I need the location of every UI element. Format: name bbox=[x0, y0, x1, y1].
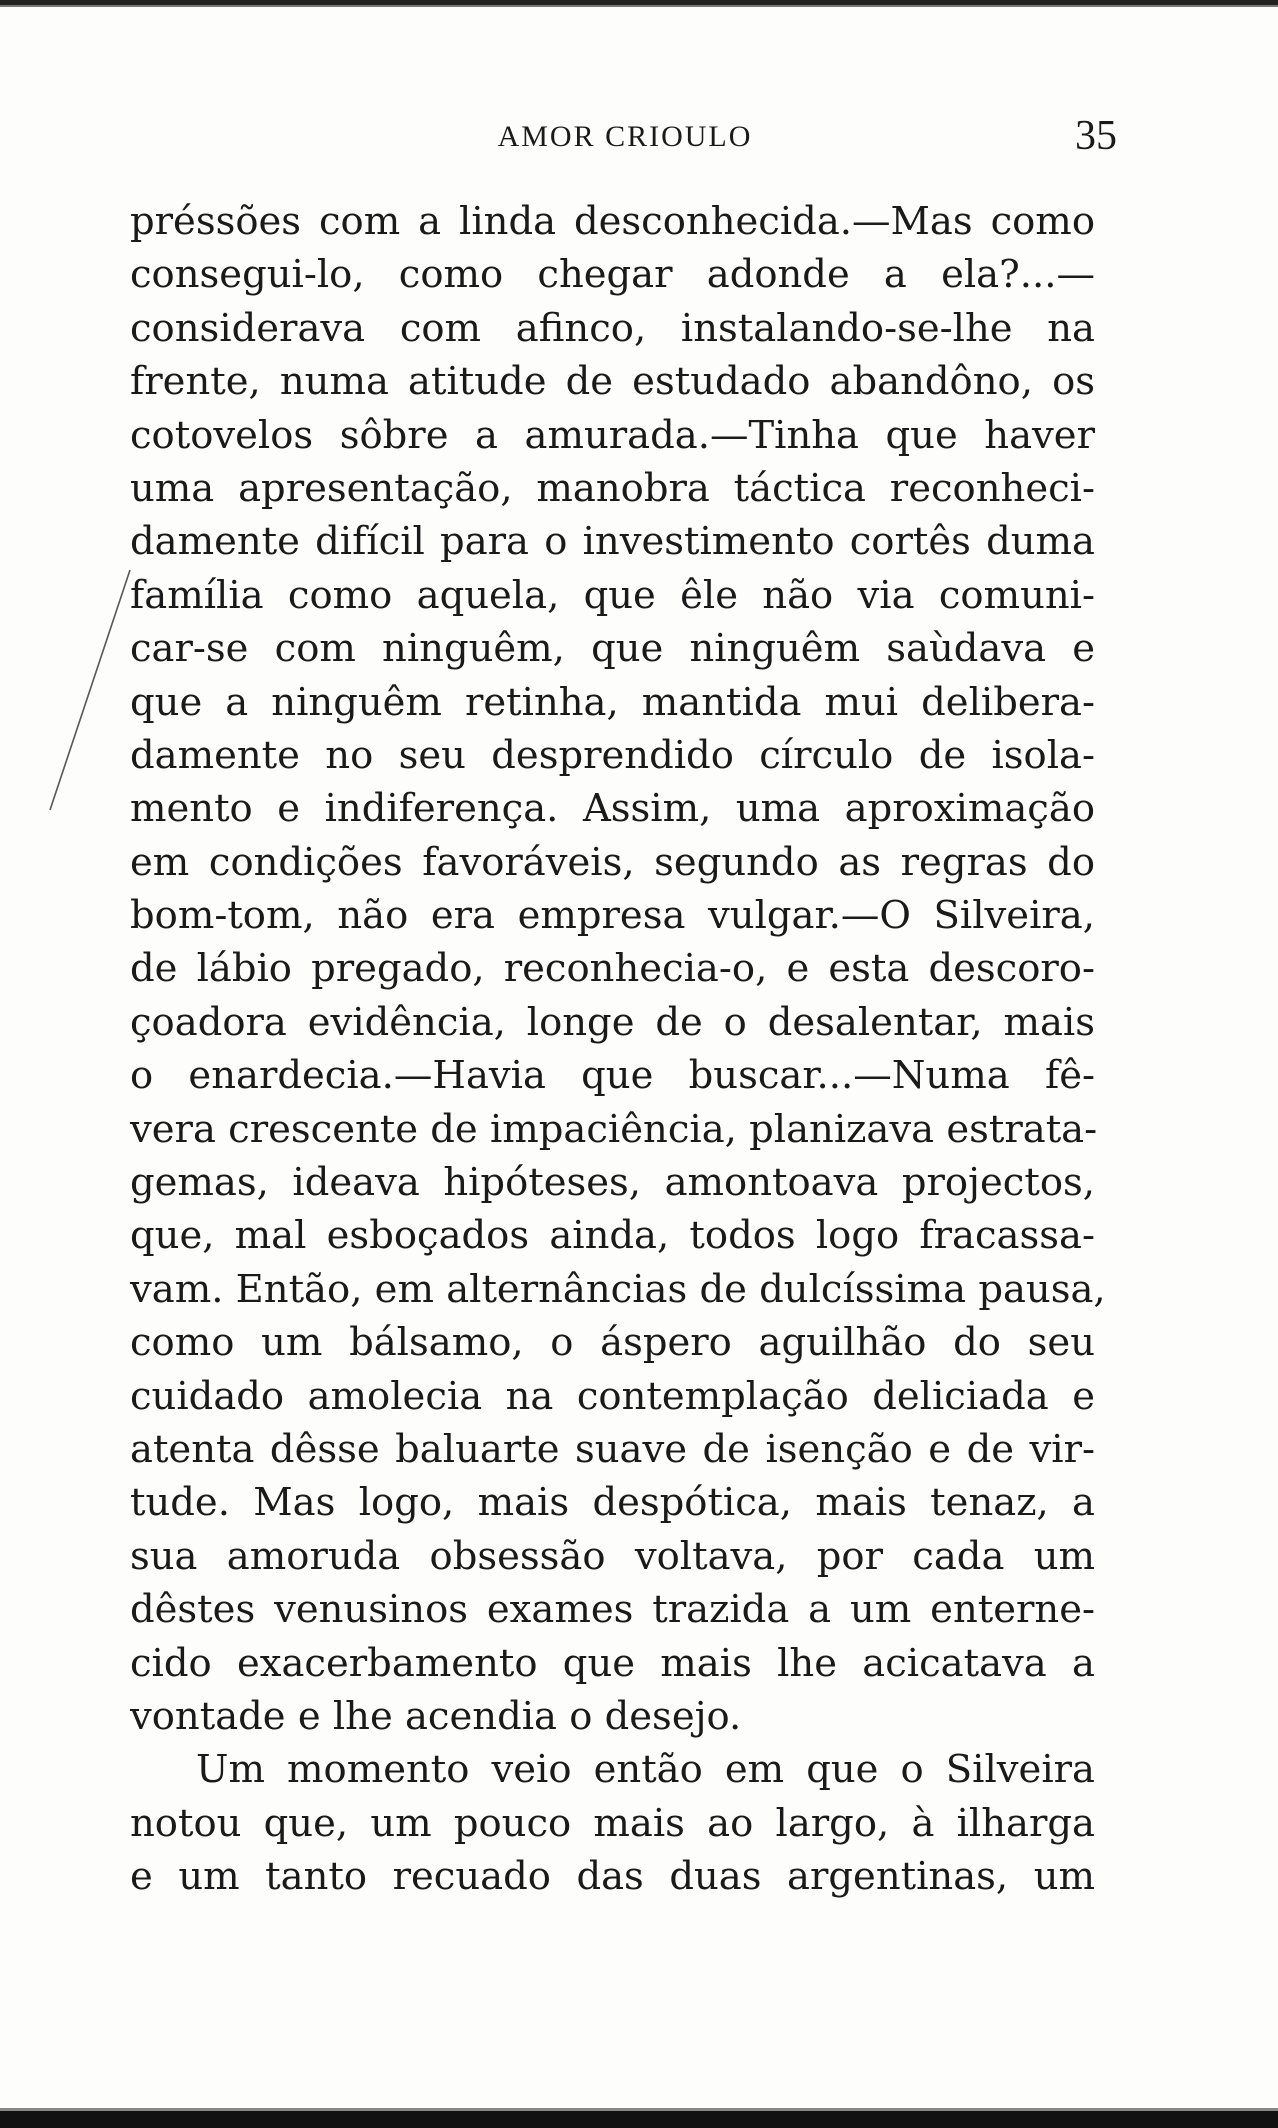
text-line-16: çoadora evidência, longe de o desalentar, mais bbox=[130, 999, 1095, 1045]
text-line-32: e um tanto recuado das duas argentinas, um bbox=[130, 1854, 1095, 1900]
top-edge-rule bbox=[0, 0, 1278, 7]
text-line-8: família como aquela, que êle não via comuni- bbox=[130, 572, 1095, 618]
page-header bbox=[130, 112, 1120, 162]
text-line-22: como um bálsamo, o áspero aguilhão do seu bbox=[130, 1320, 1095, 1366]
text-line-20: que, mal esboçados ainda, todos logo fracassa- bbox=[130, 1213, 1095, 1259]
text-line-24: atenta dêsse baluarte suave de isenção e de vir- bbox=[130, 1426, 1095, 1472]
text-line-25: tude. Mas logo, mais despótica, mais tenaz, a bbox=[130, 1480, 1095, 1526]
text-line-2: consegui-lo, como chegar adonde a ela?...— bbox=[130, 252, 1095, 298]
text-line-1: préssões com a linda desconhecida.—Mas como bbox=[130, 199, 1095, 244]
text-line-19: gemas, ideava hipóteses, amontoava projectos, bbox=[130, 1160, 1095, 1206]
text-line-26: sua amoruda obsessão voltava, por cada um bbox=[130, 1533, 1095, 1579]
text-line-3: considerava com afinco, instalando-se-lhe na bbox=[130, 305, 1095, 351]
text-line-18: vera crescente de impaciência, planizava estrata- bbox=[130, 1106, 1098, 1152]
text-line-11: damente no seu desprendido círculo de isola- bbox=[130, 732, 1095, 778]
text-line-17: o enardecia.—Havia que buscar...—Numa fê- bbox=[130, 1053, 1095, 1099]
text-line-30: Um momento veio então em que o Silveira bbox=[196, 1747, 1095, 1793]
running-title: AMOR CRIOULO bbox=[497, 120, 753, 153]
text-line-6: uma apresentação, manobra táctica reconheci- bbox=[130, 465, 1095, 511]
text-line-21: vam. Então, em alternâncias de dulcíssima pausa, bbox=[130, 1266, 1106, 1312]
text-line-15: de lábio pregado, reconhecia-o, e esta descoro- bbox=[130, 946, 1095, 992]
text-line-29: vontade e lhe acendia o desejo. bbox=[130, 1693, 742, 1739]
text-line-7: damente difícil para o investimento cortês duma bbox=[130, 519, 1095, 565]
text-line-10: que a ninguêm retinha, mantida mui delibera- bbox=[130, 679, 1095, 725]
text-line-13: em condições favoráveis, segundo as regras do bbox=[130, 839, 1095, 885]
text-line-14: bom-tom, não era empresa vulgar.—O Silveira, bbox=[130, 893, 1095, 939]
text-line-5: cotovelos sôbre a amurada.—Tinha que haver bbox=[130, 412, 1095, 458]
page-number: 35 bbox=[1075, 113, 1117, 159]
bottom-edge-rule bbox=[0, 2108, 1278, 2128]
text-line-23: cuidado amolecia na contemplação deliciada e bbox=[130, 1373, 1095, 1419]
pencil-margin-mark bbox=[30, 560, 140, 840]
body-text bbox=[130, 195, 1106, 1904]
text-line-9: car-se com ninguêm, que ninguêm saùdava e bbox=[130, 626, 1095, 672]
text-line-27: dêstes venusinos exames trazida a um enterne- bbox=[130, 1587, 1095, 1633]
text-line-28: cido exacerbamento que mais lhe acicatava a bbox=[130, 1640, 1095, 1686]
text-line-12: mento e indiferença. Assim, uma aproximação bbox=[130, 786, 1095, 832]
text-line-31: notou que, um pouco mais ao largo, à ilharga bbox=[130, 1800, 1095, 1846]
text-line-4: frente, numa atitude de estudado abandôno, os bbox=[130, 359, 1095, 405]
